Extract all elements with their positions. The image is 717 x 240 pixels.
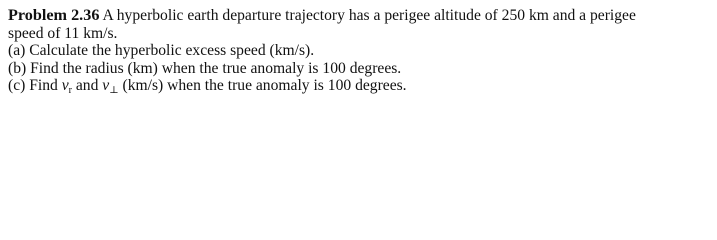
problem-statement-text: A hyperbolic earth departure trajectory has a perigee altitude of 250 km and a perigee (99, 7, 636, 24)
part-c-prefix: (c) Find (8, 77, 62, 94)
part-a: (a) Calculate the hyperbolic excess speed (km/s). (8, 42, 315, 59)
problem-statement-line-2: speed of 11 km/s. (8, 24, 118, 42)
problem-statement-line-1 (8, 7, 708, 25)
problem-block (8, 7, 708, 100)
perpendicular-velocity-symbol (102, 77, 118, 94)
radial-velocity-v: v (61, 77, 69, 94)
problem-heading: Problem 2.36 (8, 6, 100, 24)
part-c (8, 77, 708, 100)
part-c-suffix: (km/s) when the true anomaly is 100 degrees. (118, 77, 407, 94)
part-b: (b) Find the radius (km) when the true anomaly is 100 degrees. (8, 59, 402, 77)
radial-velocity-subscript: r (68, 85, 72, 96)
radial-velocity-symbol (62, 77, 72, 94)
perpendicular-velocity-v: v (102, 77, 110, 94)
part-c-and: and (71, 77, 103, 94)
perpendicular-velocity-subscript: ⊥ (109, 85, 119, 96)
